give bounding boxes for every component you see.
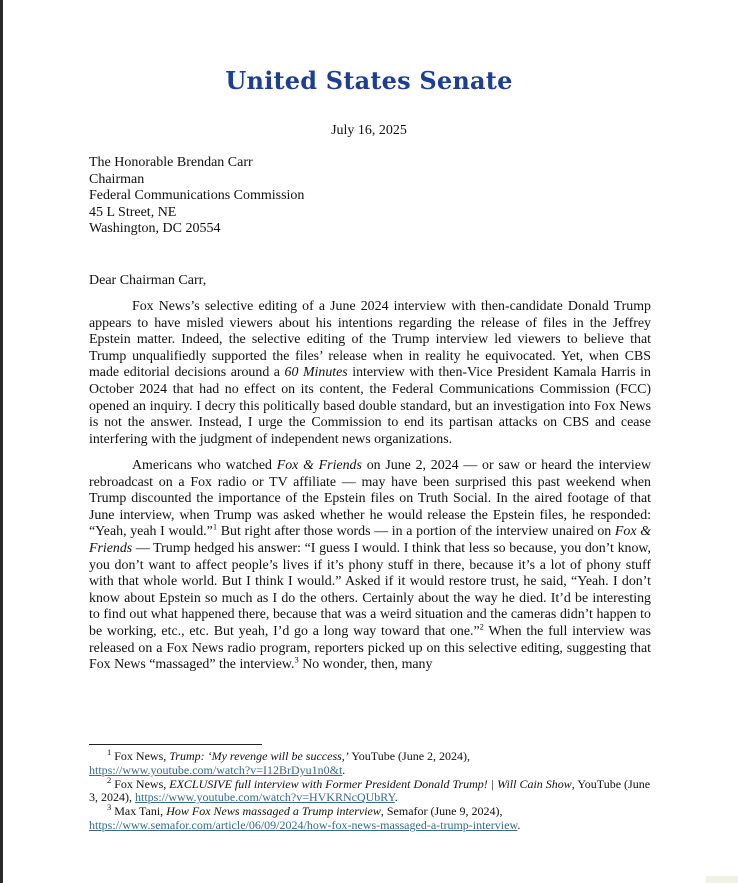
footnote-text: . [517, 817, 521, 832]
footnote-2 [89, 774, 651, 806]
footnote-1 [89, 747, 651, 778]
paragraph-text: Americans who watched [132, 458, 277, 473]
footnote-number: 1 [107, 747, 112, 757]
footnote-number: 2 [107, 774, 112, 785]
recipient-city: Washington, DC 20554 [89, 221, 221, 237]
show-title: 60 Minutes [284, 365, 348, 381]
paragraph-text: No wonder, then, many [298, 657, 433, 673]
paragraph-text: When the full interview was released on a Fox News radio program, reporters picked up on this selective editing, suggesting that Fox News “massaged” the interview. [89, 623, 651, 673]
footnote-title: EXCLUSIVE full interview with Former President Donald Trump! | Will Cain Show [169, 776, 572, 791]
paragraph-text: — Trump hedged his answer: “I guess I would. I think that less so because, you don’t know, you don’t want to affect people’s lives if it’s phony stuff in there, because it’s a lot of phony stuff with that whole world. But I think I would.” Asked if it would restore trust, he said, “Yeah. I don’t know about Epstein so much as I do the others. Certainly about the way he died. It’d be interesting to find out what happened there, because that was a weird situation and the cameras didn’t happen to be working, etc., etc. But yeah, I’d go a long way toward that one.” [89, 540, 651, 639]
paragraph-text: on June 2, 2024 — or saw or heard the interview rebroadcast on a Fox radio or TV affiliate — may have been surprised this past weekend when Trump discounted the importance of the Epstein files on Truth Social. In the aired footage of that June interview, when Trump was asked whether he would release the Epstein files, he responded: “Yeah, yeah I would.” [89, 458, 651, 540]
letter-date: July 16, 2025 [331, 123, 407, 138]
footnotes [89, 747, 651, 833]
senate-letterhead: United States Senate [225, 66, 513, 95]
recipient-address-block [89, 155, 304, 238]
footnote-text: YouTube (June 2, 2024), [348, 749, 471, 763]
recipient-name: The Honorable Brendan Carr [89, 155, 253, 170]
footnote-link[interactable]: https://www.semafor.com/article/06/09/2024/how-fox-news-massaged-a-trump-interview [89, 817, 518, 832]
footnote-ref-2[interactable]: 2 [479, 621, 484, 632]
show-title: Fox & Friends [89, 524, 652, 556]
footnote-text: Fox News, [111, 749, 170, 763]
paragraph-text: But right after those words — in a portion of the interview unaired on [217, 524, 615, 540]
page-corner-mark [706, 876, 738, 883]
footnote-ref-1[interactable]: 1 [212, 521, 218, 532]
salutation: Dear Chairman Carr, [89, 273, 207, 288]
footnote-3 [89, 802, 651, 833]
footnote-number: 3 [107, 802, 112, 813]
footnote-text: Max Tani, [111, 804, 167, 819]
footnote-ref-3[interactable]: 3 [294, 654, 299, 665]
body-paragraph-1 [89, 299, 651, 448]
footnote-text: , Semafor (June 9, 2024), [380, 804, 503, 819]
footnote-text: , YouTube (June 3, 2024), [89, 776, 651, 805]
footnote-title: Trump: ‘My revenge will be success,’ [169, 749, 349, 763]
footnote-text: . [342, 762, 346, 777]
paragraph-text: interview with then-Vice President Kamala Harris in October 2024 that had no effect on its content, the Federal Communications Commission (FCC) opened an inquiry. I decry this politically based double standard, but an investigation into Fox News is not the answer. Instead, I urge the Commission to end its partisan attacks on CBS and cease interfering with the judgment of independent news organizations. [89, 365, 651, 447]
recipient-title: Chairman [89, 171, 145, 187]
footnote-text: Fox News, [111, 776, 170, 791]
footnote-title: How Fox News massaged a Trump interview [166, 804, 381, 819]
recipient-organization: Federal Communications Commission [89, 188, 305, 204]
footnote-link[interactable]: https://www.youtube.com/watch?v=I12BrDyu1n0&t [89, 762, 343, 777]
show-title: Fox & Friends [276, 458, 362, 473]
paragraph-text: Fox News’s selective editing of a June 2024 interview with then-candidate Donald Trump appears to have misled viewers about his intentions regarding the release of files in the Jeffrey Epstein matter. Indeed, the selective editing of the Trump interview led viewers to believe that Trump unqualifiedly supported the files’ release when in reality he equivocated. Yet, when CBS made editorial decisions around a [89, 299, 651, 381]
footnote-link[interactable]: https://www.youtube.com/watch?v=HVKRNcQUbRY [135, 790, 395, 805]
recipient-street: 45 L Street, NE [89, 204, 177, 220]
body-paragraph-2 [89, 458, 651, 674]
footnote-text: . [394, 790, 398, 805]
footnote-divider [89, 744, 262, 745]
